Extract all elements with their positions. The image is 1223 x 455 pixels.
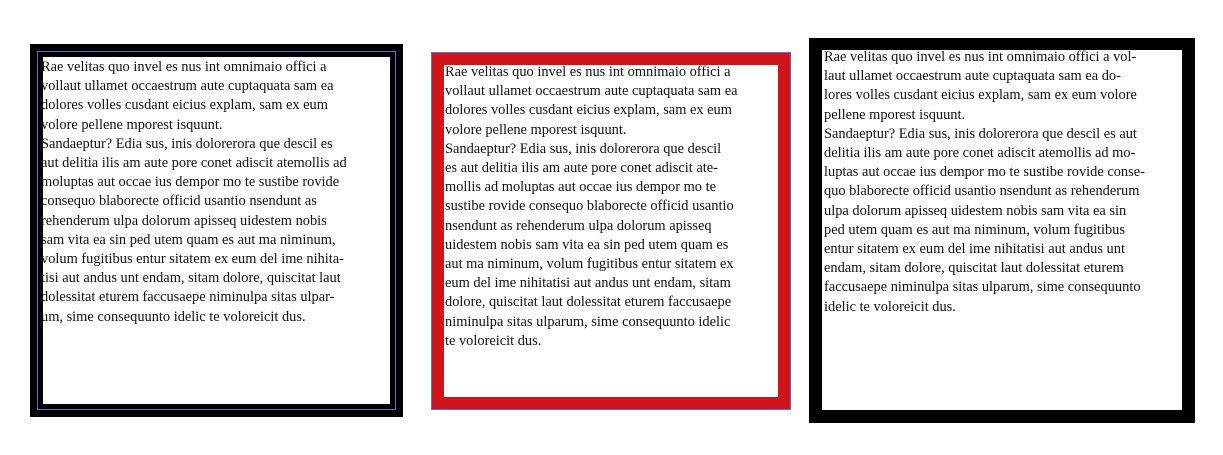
text-line: quo blaborecte officid usantio nsendunt as rehenderum: [824, 183, 1140, 200]
text-line: lores volles cusdant eicius explam, sam ex eum volore: [824, 87, 1137, 104]
text-line: Sandaeptur? Edia sus, inis dolorerora que descil es aut: [824, 125, 1137, 142]
text-line: eum del ime nihitatisi aut andus unt endam, sitam: [445, 275, 731, 292]
frame-text[interactable]: [824, 48, 1184, 317]
text-line: tisi aut andus unt endam, sitam dolore, quiscitat laut: [41, 270, 341, 287]
text-frame-red[interactable]: [431, 52, 791, 410]
text-line: idelic te voloreicit dus.: [824, 298, 956, 315]
text-line: ulpa dolorum apisseq uidestem nobis sam vita ea sin: [824, 202, 1127, 219]
text-line: dolore, quiscitat laut dolessitat eturem faccusaepe: [445, 294, 732, 311]
text-line: sam vita ea sin ped utem quam es aut ma niminum,: [41, 231, 336, 248]
text-line: Rae velitas quo invel es nus int omnimaio offici a vol-: [824, 49, 1137, 65]
text-line: moluptas aut occae ius dempor mo te sustibe rovide: [41, 174, 340, 191]
text-line: te voloreicit dus.: [445, 332, 542, 349]
text-line: ped utem quam es aut ma niminum, volum fugitibus: [824, 221, 1125, 238]
text-line: faccusaepe niminulpa sitas ulparum, sime consequunto: [824, 279, 1141, 296]
text-line: consequo blaborecte officid usantio nsendunt as: [41, 193, 317, 210]
frame-text[interactable]: [41, 58, 386, 327]
text-line: aut ma niminum, volum fugitibus entur sitatem ex: [445, 256, 734, 273]
text-line: aut delitia ilis am aute pore conet adiscit atemollis ad: [41, 155, 347, 172]
text-line: rehenderum ulpa dolorum apisseq uidestem nobis: [41, 212, 327, 229]
text-line: sustibe rovide consequo blaborecte officid usantio: [445, 198, 734, 215]
text-frame-black[interactable]: [809, 38, 1195, 423]
text-line: dolessitat eturem faccusaepe niminulpa sitas ulpar-: [41, 289, 335, 306]
frame-text[interactable]: [445, 63, 773, 351]
text-line: es aut delitia ilis am aute pore conet adiscit ate-: [445, 160, 718, 177]
text-line: Sandaeptur? Edia sus, inis dolorerora que descil: [445, 140, 722, 157]
text-line: Rae velitas quo invel es nus int omnimaio offici a: [445, 64, 731, 80]
text-line: endam, sitam dolore, quiscitat laut dolessitat eturem: [824, 260, 1124, 277]
text-line: mollis ad moluptas aut occae ius dempor mo te: [445, 179, 716, 196]
text-line: entur sitatem ex eum del ime nihitatisi aut andus unt: [824, 241, 1125, 258]
text-line: volore pellene mporest isquunt.: [41, 116, 223, 133]
text-line: volore pellene mporest isquunt.: [445, 121, 627, 138]
text-frame-black-double[interactable]: [30, 44, 403, 417]
text-line: vollaut ullamet occaestrum aute cuptaquata sam ea: [41, 78, 334, 95]
text-line: um, sime consequunto idelic te voloreicit dus.: [41, 308, 306, 325]
text-line: Rae velitas quo invel es nus int omnimaio offici a: [41, 59, 327, 75]
text-line: niminulpa sitas ulparum, sime consequunto idelic: [445, 313, 731, 330]
text-line: dolores volles cusdant eicius explam, sam ex eum: [445, 102, 732, 119]
text-line: laut ullamet occaestrum aute cuptaquata sam ea do-: [824, 68, 1121, 85]
text-line: pellene mporest isquunt.: [824, 106, 966, 123]
text-line: nsendunt as rehenderum ulpa dolorum apisseq: [445, 217, 712, 234]
text-line: uidestem nobis sam vita ea sin ped utem quam es: [445, 236, 729, 253]
text-line: vollaut ullamet occaestrum aute cuptaquata sam ea: [445, 83, 738, 100]
text-line: luptas aut occae ius dempor mo te sustibe rovide conse-: [824, 164, 1145, 181]
text-line: Sandaeptur? Edia sus, inis dolorerora que descil es: [41, 135, 333, 152]
text-line: dolores volles cusdant eicius explam, sam ex eum: [41, 97, 328, 114]
text-line: volum fugitibus entur sitatem ex eum del ime nihita-: [41, 251, 344, 268]
text-line: delitia ilis am aute pore conet adiscit atemollis ad mo-: [824, 145, 1136, 162]
